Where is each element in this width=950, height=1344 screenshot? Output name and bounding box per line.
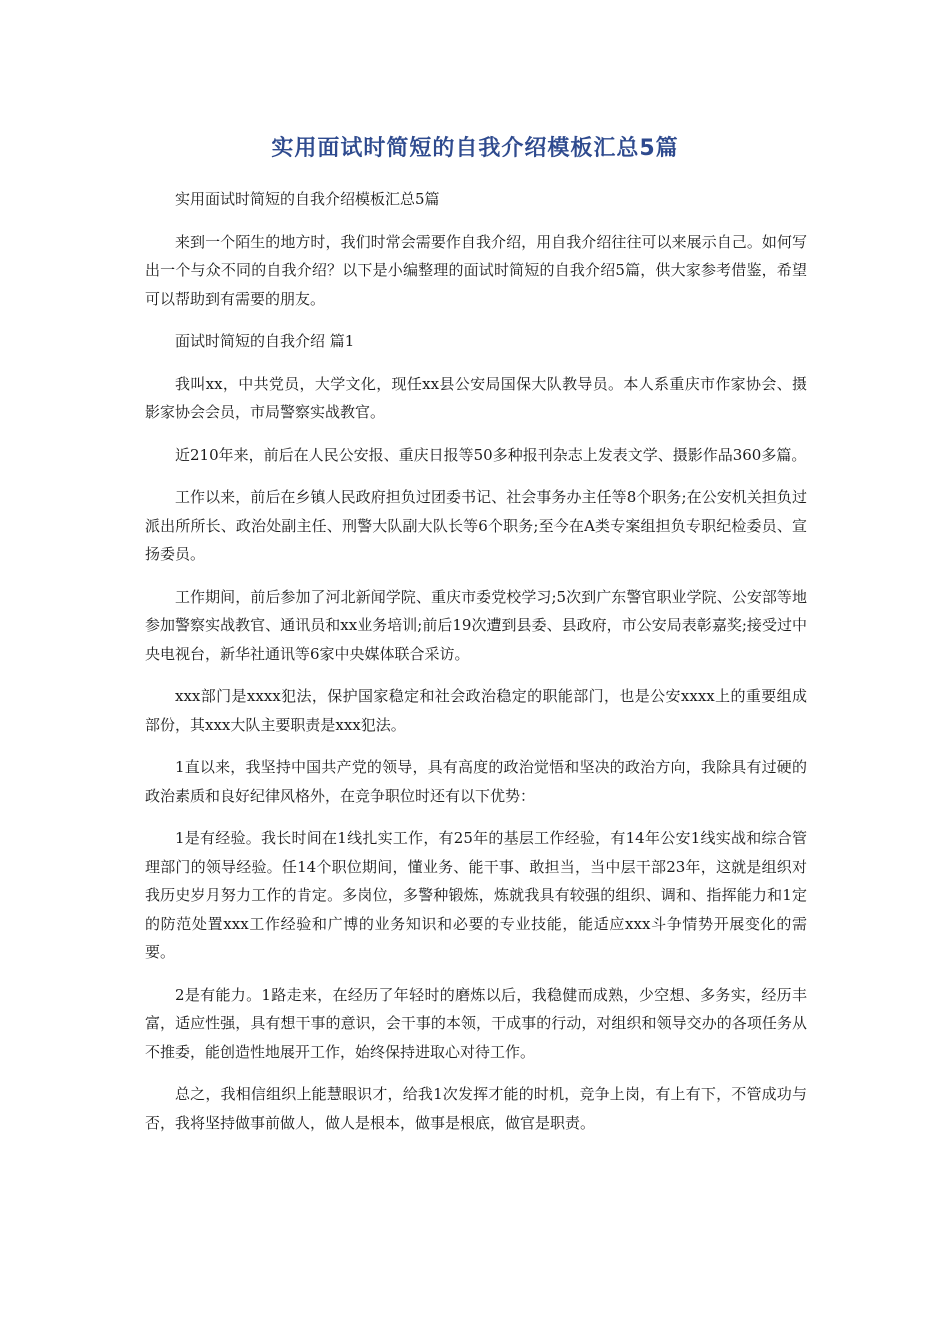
- paragraph-subtitle: 实用面试时简短的自我介绍模板汇总5篇: [175, 190, 440, 208]
- paragraph: 工作期间，前后参加了河北新闻学院、重庆市委党校学习;5次到广东警官职业学院、公安部等地参加警察实战教官、通讯员和xx业务培训;前后19次遭到县委、县政府，市公安局表彰嘉奖;接受过中央电视台，新华社通讯等6家中央媒体联合采访。: [145, 587, 807, 663]
- paragraph: 1直以来，我坚持中国共产党的领导，具有高度的政治觉悟和坚决的政治方向，我除具有过硬的政治素质和良好纪律风格外，在竞争职位时还有以下优势：: [145, 758, 807, 805]
- section-heading: 面试时简短的自我介绍 篇1: [175, 332, 355, 350]
- document-title: 实用面试时简短的自我介绍模板汇总5篇: [271, 136, 679, 161]
- paragraph-intro: 来到一个陌生的地方时，我们时常会需要作自我介绍，用自我介绍往往可以来展示自己。如何写出一个与众不同的自我介绍？以下是小编整理的面试时简短的自我介绍5篇，供大家参考借鉴，希望可以帮助到有需要的朋友。: [145, 232, 807, 308]
- paragraph: 1是有经验。我长时间在1线扎实工作，有25年的基层工作经验，有14年公安1线实战和综合管理部门的领导经验。任14个职位期间，懂业务、能干事、敢担当，当中层干部23年，这就是组织对我历史岁月努力工作的肯定。多岗位，多警种锻炼，炼就我具有较强的组织、调和、指挥能力和1定的防范处置xxx工作经验和广博的业务知识和必要的专业技能，能适应xxx斗争情势开展变化的需要。: [145, 829, 807, 961]
- paragraph: xxx部门是xxxx犯法，保护国家稳定和社会政治稳定的职能部门，也是公安xxxx上的重要组成部份，其xxx大队主要职责是xxx犯法。: [145, 687, 807, 734]
- paragraph-conclusion: 总之，我相信组织上能慧眼识才，给我1次发挥才能的时机，竞争上岗，有上有下，不管成功与否，我将坚持做事前做人，做人是根本，做事是根底，做官是职责。: [145, 1085, 807, 1132]
- paragraph: 我叫xx，中共党员，大学文化，现任xx县公安局国保大队教导员。本人系重庆市作家协会、摄影家协会会员，市局警察实战教官。: [145, 374, 807, 421]
- paragraph: 2是有能力。1路走来，在经历了年轻时的磨炼以后，我稳健而成熟，少空想、多务实，经历丰富，适应性强，具有想干事的意识，会干事的本领，干成事的行动，对组织和领导交办的各项任务从不推委，能创造性地展开工作，始终保持进取心对待工作。: [145, 985, 807, 1061]
- paragraph: 近210年来，前后在人民公安报、重庆日报等50多种报刊杂志上发表文学、摄影作品360多篇。: [175, 445, 807, 464]
- document-body: [145, 185, 807, 1151]
- paragraph: 工作以来，前后在乡镇人民政府担负过团委书记、社会事务办主任等8个职务;在公安机关担负过派出所所长、政治处副主任、刑警大队副大队长等6个职务;至今在A类专案组担负专职纪检委员、宣扬委员。: [145, 488, 807, 563]
